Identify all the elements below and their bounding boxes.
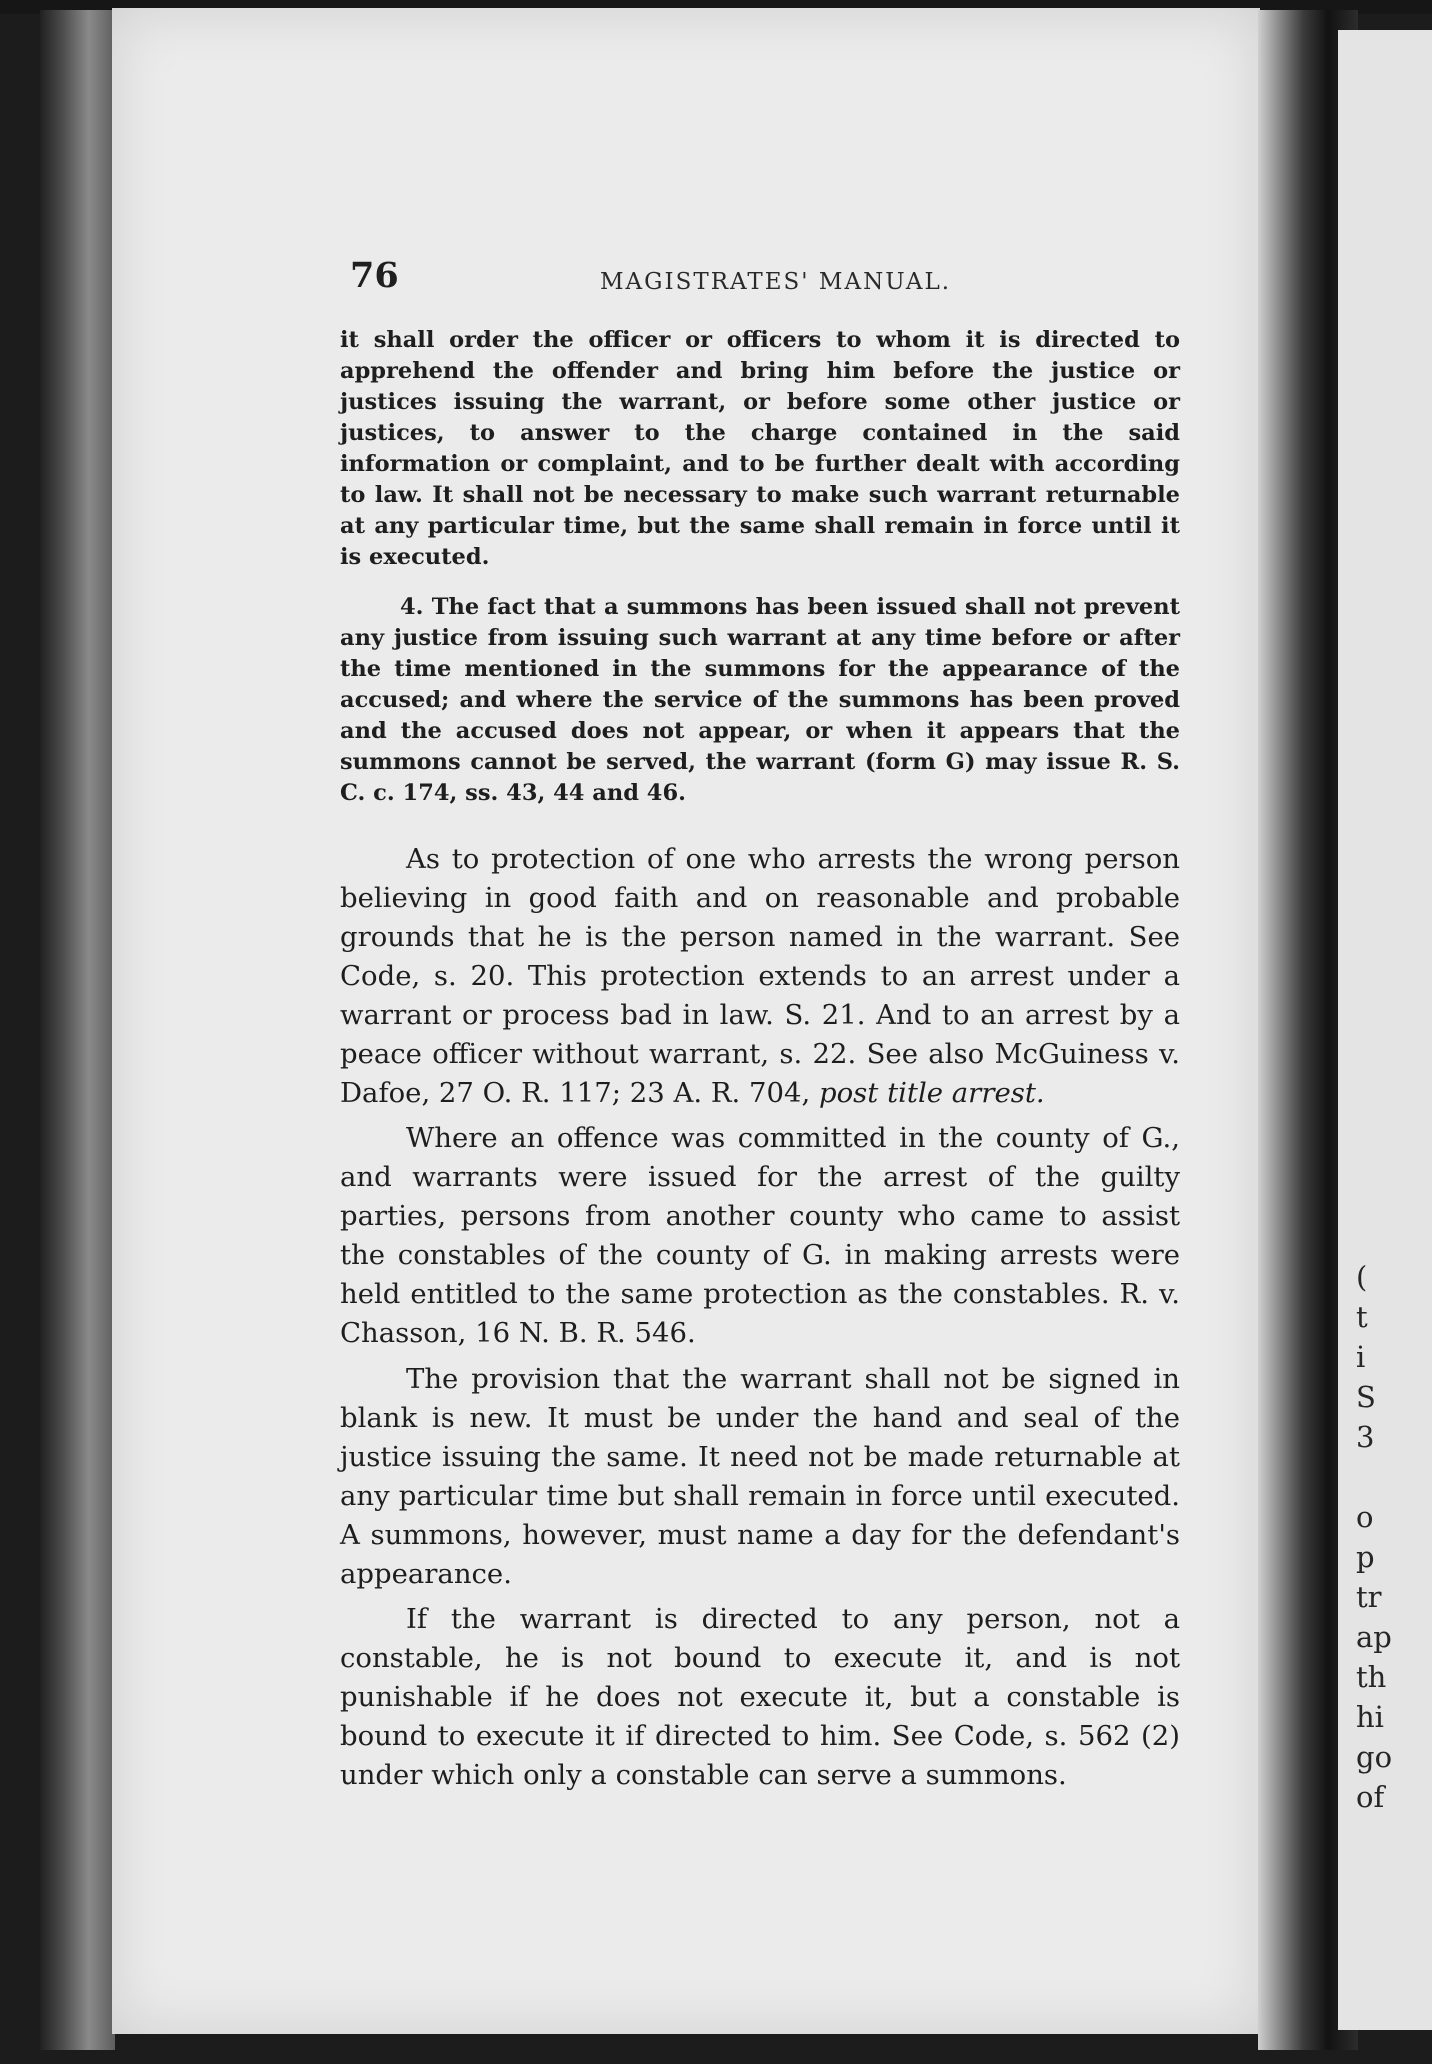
facing-page-fragment: p [1356,1540,1375,1574]
facing-page-fragment: 3 [1356,1420,1375,1454]
page-header [350,255,1170,305]
facing-page [1338,30,1432,2030]
page-number: 76 [350,255,399,296]
commentary-italic-reference: post title arrest. [819,1077,1045,1109]
statute-paragraph: it shall order the officer or officers to whom it is directed to apprehend the offender and bring him before the justice or justices issuing the warrant, or before some other justice or justices, to answer to the charge contained in the said information or complaint, and to be further dealt with according to law. It shall not be necessary to make such warrant returnable at any particular time, but the same shall remain in force until it is executed. [340,327,1180,570]
facing-page-fragment: i [1356,1340,1366,1374]
commentary-text: As to protection of one who arrests the wrong person believing in good faith and on reasonable and probable grounds that he is the person named in the warrant. See Code, s. 20. This protection extends to an arrest under a warrant or process bad in law. S. 21. And to an arrest by a peace officer without warrant, s. 22. See also McGuiness v. Dafoe, 27 O. R. 117; 23 A. R. 704, [340,843,1180,1109]
facing-page-fragment: t [1356,1300,1368,1334]
facing-page-fragment: o [1356,1500,1374,1534]
facing-page-fragment: S [1356,1380,1376,1414]
facing-page-fragment: th [1356,1660,1387,1694]
running-head: MAGISTRATES' MANUAL. [600,269,952,295]
statute-paragraph: 4. The fact that a summons has been issued shall not prevent any justice from issuing such warrant at any time before or after the time mentioned in the summons for the appearance of the accused; and where the service of the summons has been proved and the accused does not appear, or when it appears that the summons cannot be served, the warrant (form G) may issue R. S. C. c. 174, ss. 43, 44 and 46. [340,594,1180,806]
commentary-paragraph [340,840,1180,1113]
facing-page-fragment: tr [1356,1580,1382,1614]
facing-page-fragment: ( [1356,1260,1368,1294]
facing-page-fragment: go [1356,1740,1393,1774]
book-fore-edge [40,10,115,2050]
commentary-paragraph: Where an offence was committed in the county of G., and warrants were issued for the arrest of the guilty parties, persons from another county who came to assist the constables of the county of G. in making arrests were held entitled to the same protection as the constables. R. v. Chasson, 16 N. B. R. 546. [340,1122,1180,1349]
commentary-paragraph: If the warrant is directed to any person, not a constable, he is not bound to execute it, and is not punishable if he does not execute it, but a constable is bound to execute it if directed to him. See Code, s. 562 (2) under which only a constable can serve a summons. [340,1603,1180,1791]
facing-page-fragment: ap [1356,1620,1392,1654]
facing-page-fragment: hi [1356,1700,1384,1734]
facing-page-fragment: of [1356,1780,1385,1814]
commentary-paragraph: The provision that the warrant shall not be signed in blank is new. It must be under the hand and seal of the justice issuing the same. It need not be made returnable at any particular time but shall remain in force until executed. A summons, however, must name a day for the defendant's appearance. [340,1363,1180,1590]
